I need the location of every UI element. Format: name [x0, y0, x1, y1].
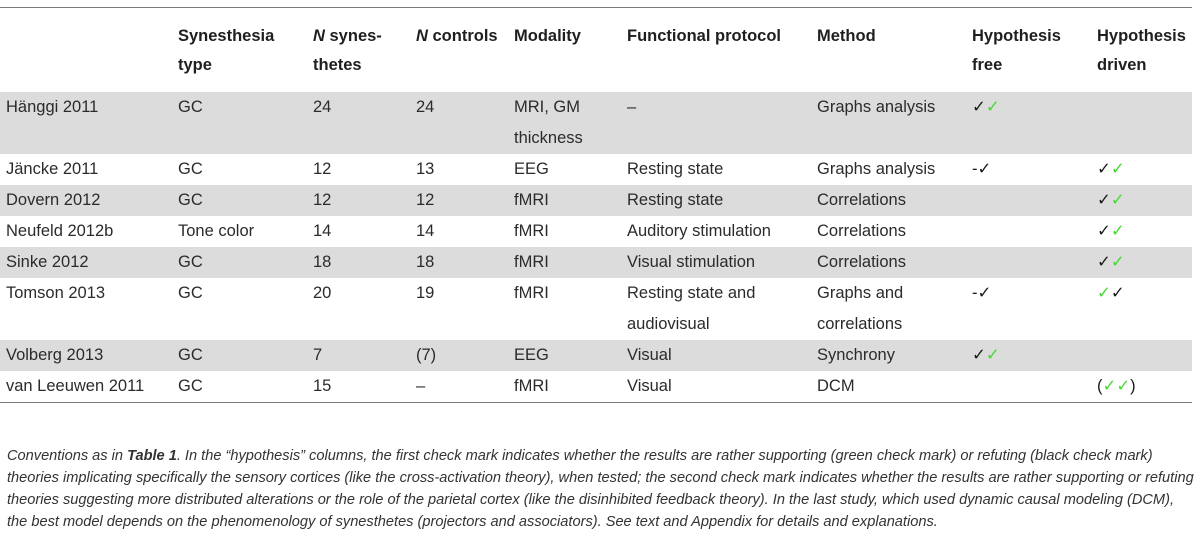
n-controls-cell: 19 [416, 284, 435, 302]
table-caption [7, 445, 1195, 533]
n-controls-cell: – [416, 377, 426, 395]
table-row [0, 340, 1192, 371]
black-check-icon: ✓ [1097, 191, 1111, 209]
synesthesia-type-cell: GC [172, 340, 307, 371]
black-check-icon: -✓ [972, 284, 992, 302]
n-controls-cell: (7) [410, 340, 508, 371]
hypothesis-driven-cell [1091, 247, 1192, 278]
black-check-icon: ✓ [972, 346, 986, 364]
method-header [811, 8, 966, 93]
black-check-icon: ✓ [1097, 222, 1111, 240]
synesthesia-type-cell: GC [172, 185, 307, 216]
modality-cell: EEG [514, 160, 549, 178]
hypothesis-driven-cell [1091, 216, 1192, 247]
synesthesia-type-cell: Tone color [178, 222, 255, 240]
n-controls-cell: 24 [410, 92, 508, 154]
green-check-icon: ✓ [1110, 191, 1125, 209]
n-synesthetes-cell: 14 [313, 222, 332, 240]
hypothesis-driven-cell [1091, 154, 1192, 185]
hypothesis-free-cell [966, 185, 1091, 216]
method-cell: Graphs analysis [817, 160, 936, 178]
synesthesia-type-cell: GC [178, 377, 203, 395]
study-cell: Jäncke 2011 [6, 160, 99, 178]
method-cell: Synchrony [811, 340, 966, 371]
synesthesia-type-header [172, 8, 307, 93]
table-row [0, 247, 1192, 278]
green-check-icon: ✓ [1110, 253, 1125, 271]
green-check-icon: ✓ [1110, 160, 1125, 178]
method-cell: Correlations [811, 247, 966, 278]
black-check-icon: ✓ [972, 98, 986, 116]
green-check-icon: ✓ [985, 98, 1000, 116]
synesthesia-type-cell: GC [172, 247, 307, 278]
synesthesia-type-cell: GC [172, 92, 307, 154]
method-cell: Correlations [817, 222, 906, 240]
hypothesis-driven-cell [1091, 92, 1192, 154]
study-cell: Neufeld 2012b [6, 222, 114, 240]
table-row [0, 371, 1192, 403]
hypothesis-free-cell [966, 371, 1091, 403]
green-check-icon: ✓ [985, 346, 1000, 364]
functional-protocol-cell: Visual [621, 340, 811, 371]
n-symbol: N [313, 27, 325, 45]
modality-cell: MRI, GM thickness [508, 92, 621, 154]
table-body [0, 92, 1192, 403]
hypothesis-free-cell [966, 154, 1091, 185]
n-controls-cell: 12 [410, 185, 508, 216]
functional-protocol-cell: – [621, 92, 811, 154]
header-label: controls [427, 27, 498, 45]
modality-cell: fMRI [514, 284, 549, 302]
study-cell: Volberg 2013 [0, 340, 172, 371]
synesthesia-type-cell: GC [178, 160, 203, 178]
green-check-icon: ✓ [1102, 377, 1117, 395]
n-controls-cell: 18 [410, 247, 508, 278]
method-cell: Graphs and correlations [817, 284, 904, 333]
functional-protocol-cell: Auditory stimulation [627, 222, 771, 240]
n-synesthetes-cell: 18 [307, 247, 410, 278]
table-row [0, 216, 1192, 247]
functional-protocol-cell: Resting state and audiovisual [627, 284, 756, 333]
study-cell: van Leeuwen 2011 [6, 377, 145, 395]
table-row [0, 278, 1192, 340]
n-synesthetes-cell: 12 [313, 160, 332, 178]
table-row [0, 185, 1192, 216]
study-cell: Tomson 2013 [6, 284, 106, 302]
table-row [0, 154, 1192, 185]
modality-cell: fMRI [514, 222, 549, 240]
header-label: Synesthesia type [178, 27, 275, 74]
study-cell: Hänggi 2011 [0, 92, 172, 154]
header-label: synes-thetes [313, 27, 382, 74]
header-row [0, 8, 1192, 93]
n-synesthetes-cell: 12 [307, 185, 410, 216]
hypothesis-driven-cell [1091, 340, 1192, 371]
black-check-icon: ✓ [1110, 284, 1125, 302]
caption-text-continued: . In the “hypothesis” columns, the first check mark indicates whether the results are rather supporting (green check mark) or refuting (black check mark) theories implicating specifically the sensory cortices (like the cross-activation theory), when tested; the second check mark indicates whether the results are rather supporting or refuting theories suggesting more distributed alterations or the role of the parietal cortex (like the disinhibited feedback theory). In the last study, which used dynamic causal modeling (DCM), the best model depends on the phenomenology of synesthetes (projectors and associators). See text and Appendix for details and explanations. [7, 448, 1194, 530]
modality-cell: EEG [508, 340, 621, 371]
studies-table [0, 7, 1192, 403]
green-check-icon: ✓ [1097, 284, 1111, 302]
n-controls-cell: 13 [416, 160, 435, 178]
header-label: Hypothesis driven [1097, 27, 1186, 74]
hypothesis-free-cell [966, 216, 1091, 247]
green-check-icon: ✓ [1110, 222, 1125, 240]
parenthesis: ) [1130, 377, 1136, 395]
caption-text: Conventions as in [7, 448, 128, 464]
table-row [0, 92, 1192, 154]
method-cell: Graphs analysis [811, 92, 966, 154]
black-check-icon: ✓ [1097, 160, 1111, 178]
header-label: Functional protocol [627, 27, 781, 45]
caption-table-reference: Table 1 [127, 448, 177, 464]
hypothesis-free-cell [966, 278, 1091, 340]
method-cell: DCM [817, 377, 855, 395]
functional-protocol-cell: Resting state [627, 160, 724, 178]
header-label: Method [817, 27, 876, 45]
black-check-icon: ✓ [1097, 253, 1111, 271]
functional-protocol-header [621, 8, 811, 93]
hypothesis-driven-cell [1091, 371, 1192, 403]
n-synesthetes-cell: 7 [307, 340, 410, 371]
hypothesis-free-cell [966, 247, 1091, 278]
green-check-icon: ✓ [1116, 377, 1131, 395]
parenthesis: ( [1097, 377, 1103, 395]
n-synesthetes-cell: 24 [307, 92, 410, 154]
functional-protocol-cell: Visual [627, 377, 672, 395]
hypothesis-free-cell [966, 92, 1091, 154]
modality-cell: fMRI [514, 377, 549, 395]
synesthesia-type-cell: GC [178, 284, 203, 302]
n-synesthetes-cell: 15 [313, 377, 332, 395]
black-check-icon: -✓ [972, 160, 992, 178]
header-label: Hypothesis free [972, 27, 1061, 74]
hypothesis-free-cell [966, 340, 1091, 371]
header-label: Modality [514, 27, 581, 45]
study-header [0, 8, 172, 93]
modality-header [508, 8, 621, 93]
functional-protocol-cell: Resting state [621, 185, 811, 216]
method-cell: Correlations [811, 185, 966, 216]
hypothesis-driven-cell [1091, 278, 1192, 340]
study-cell: Sinke 2012 [0, 247, 172, 278]
n-controls-header [410, 8, 508, 93]
n-synesthetes-cell: 20 [313, 284, 332, 302]
hypothesis-driven-header [1091, 8, 1192, 93]
n-controls-cell: 14 [416, 222, 435, 240]
hypothesis-driven-cell [1091, 185, 1192, 216]
n-symbol: N [416, 27, 428, 45]
modality-cell: fMRI [508, 185, 621, 216]
n-synesthetes-header [307, 8, 410, 93]
modality-cell: fMRI [508, 247, 621, 278]
hypothesis-free-header [966, 8, 1091, 93]
study-cell: Dovern 2012 [0, 185, 172, 216]
functional-protocol-cell: Visual stimulation [621, 247, 811, 278]
